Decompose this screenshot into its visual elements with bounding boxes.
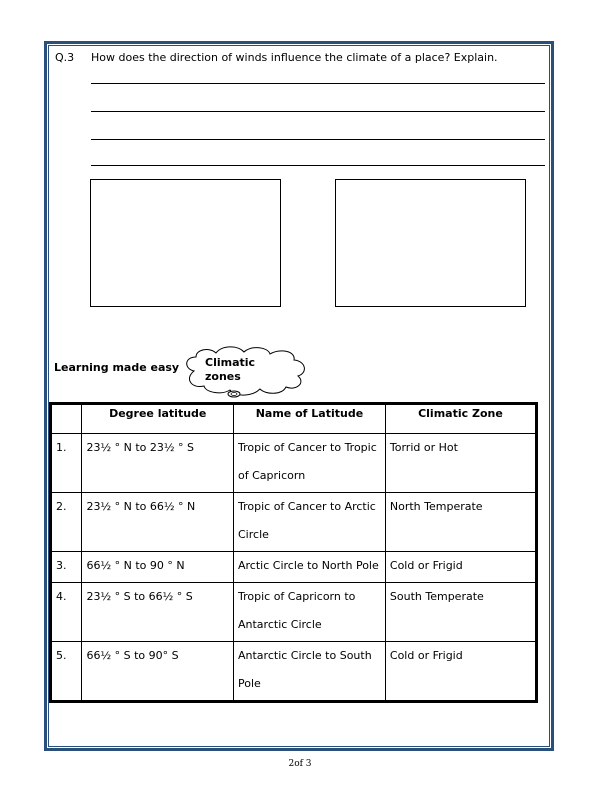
table-row bbox=[51, 434, 537, 493]
row-degree: 23½ ° S to 66½ ° S bbox=[82, 583, 234, 642]
row-name: Tropic of Cancer to Arctic Circle bbox=[234, 493, 386, 552]
question-text: How does the direction of winds influence the climate of a place? Explain. bbox=[91, 51, 498, 64]
question-number: Q.3 bbox=[55, 51, 75, 64]
answer-line-2[interactable] bbox=[91, 111, 545, 112]
drawing-box-left[interactable] bbox=[90, 179, 281, 307]
row-degree: 23½ ° N to 23½ ° S bbox=[82, 434, 234, 493]
answer-line-3[interactable] bbox=[91, 139, 545, 140]
table-row bbox=[51, 493, 537, 552]
header-degree-latitude: Degree latitude bbox=[82, 404, 234, 434]
row-zone: South Temperate bbox=[385, 583, 536, 642]
row-name: Arctic Circle to North Pole bbox=[234, 552, 386, 583]
answer-line-1[interactable] bbox=[91, 83, 545, 84]
row-zone: Cold or Frigid bbox=[385, 642, 536, 702]
table-row bbox=[51, 642, 537, 702]
header-num bbox=[51, 404, 82, 434]
table-row bbox=[51, 583, 537, 642]
row-name: Tropic of Capricorn to Antarctic Circle bbox=[234, 583, 386, 642]
row-num: 3. bbox=[51, 552, 82, 583]
cloud-title bbox=[205, 356, 255, 384]
row-degree: 66½ ° N to 90 ° N bbox=[82, 552, 234, 583]
drawing-box-right[interactable] bbox=[335, 179, 526, 307]
cloud-title-line1: Climatic bbox=[205, 356, 256, 369]
learning-made-easy-label: Learning made easy bbox=[54, 361, 180, 374]
row-name: Antarctic Circle to South Pole bbox=[234, 642, 386, 702]
page-number: 2of 3 bbox=[288, 759, 312, 769]
row-degree: 66½ ° S to 90° S bbox=[82, 642, 234, 702]
row-zone: Torrid or Hot bbox=[385, 434, 536, 493]
header-climatic-zone: Climatic Zone bbox=[385, 404, 536, 434]
row-zone: Cold or Frigid bbox=[385, 552, 536, 583]
row-num: 5. bbox=[51, 642, 82, 702]
header-name-of-latitude: Name of Latitude bbox=[234, 404, 386, 434]
answer-line-4[interactable] bbox=[91, 165, 545, 166]
cloud-title-line2: zones bbox=[205, 370, 241, 383]
row-num: 4. bbox=[51, 583, 82, 642]
table-header-row bbox=[51, 404, 537, 434]
row-zone: North Temperate bbox=[385, 493, 536, 552]
row-num: 1. bbox=[51, 434, 82, 493]
row-num: 2. bbox=[51, 493, 82, 552]
table-row bbox=[51, 552, 537, 583]
climatic-zones-table bbox=[49, 402, 538, 703]
row-degree: 23½ ° N to 66½ ° N bbox=[82, 493, 234, 552]
row-name: Tropic of Cancer to Tropic of Capricorn bbox=[234, 434, 386, 493]
